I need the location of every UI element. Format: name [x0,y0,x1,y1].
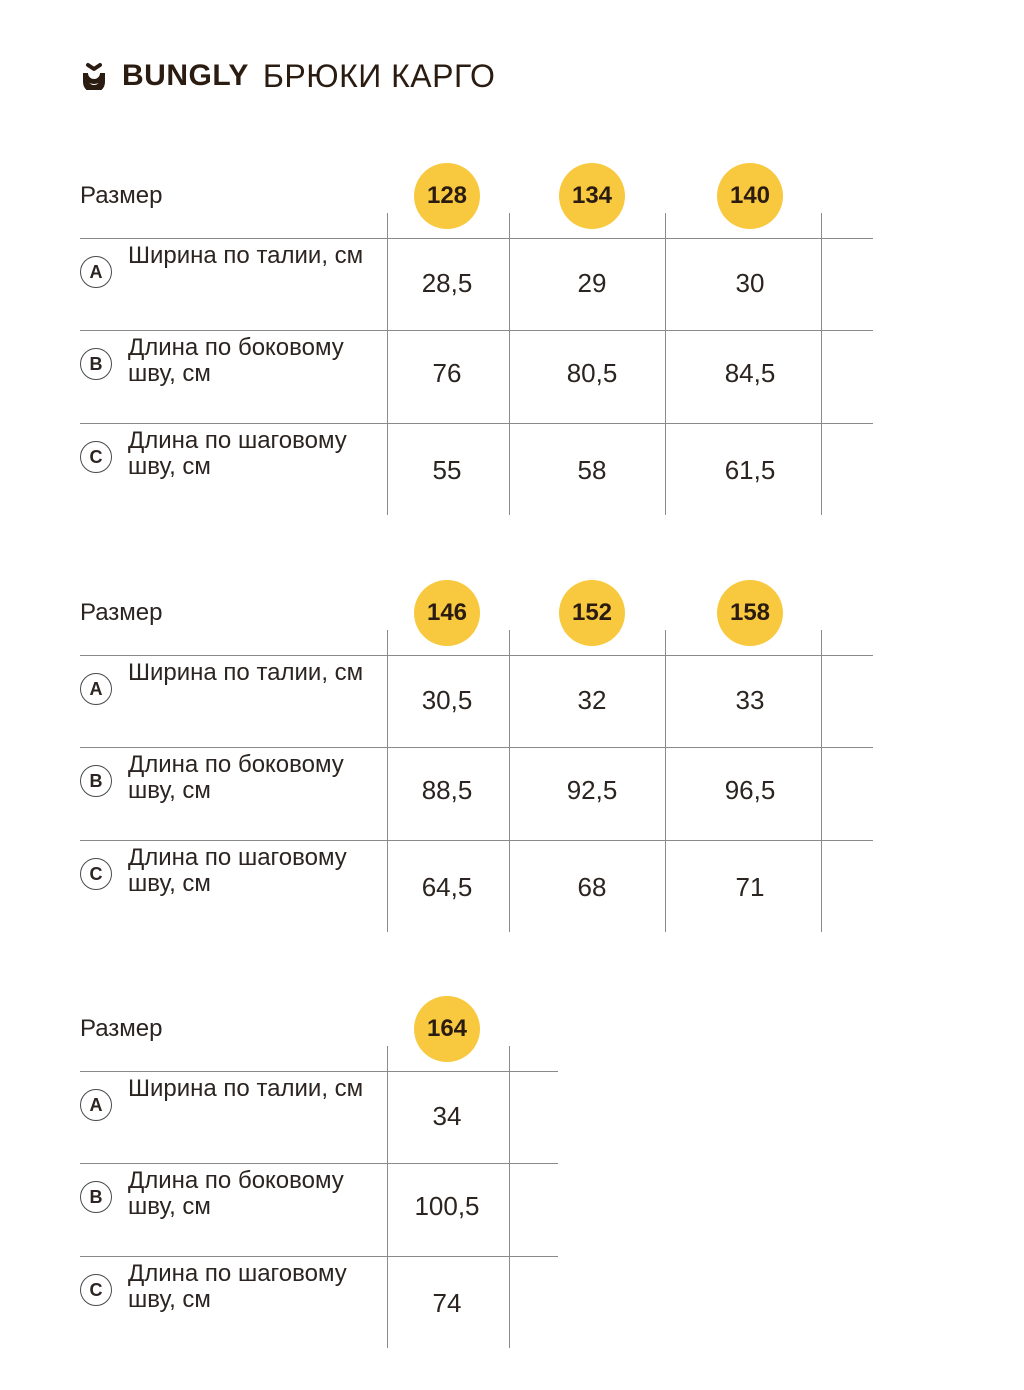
measure-value: 74 [432,1288,462,1318]
measure-label: Длина по шаговому шву, см [128,844,347,897]
table-row [0,1256,1024,1348]
measure-value: 88,5 [421,775,473,805]
measure-letter-badge: B [80,765,112,797]
measure-value: 30 [735,268,765,298]
table-row [0,747,1024,839]
measure-value: 84,5 [724,358,776,388]
measure-value: 100,5 [414,1191,480,1221]
table-row [0,423,1024,515]
measure-value: 32 [577,685,607,715]
measure-letter-badge: B [80,1181,112,1213]
page-header [80,56,495,96]
measure-letter-badge: C [80,1274,112,1306]
table-row [0,1163,1024,1255]
measure-label: Длина по шаговому шву, см [128,1260,347,1313]
size-label: Размер [80,599,163,626]
size-table [0,584,1024,954]
size-badge: 164 [414,996,480,1062]
table-row [0,1071,1024,1163]
size-badge: 140 [717,163,783,229]
measure-value: 92,5 [566,775,618,805]
measure-value: 58 [577,455,607,485]
measure-value: 61,5 [724,455,776,485]
measure-value: 33 [735,685,765,715]
product-title: БРЮКИ КАРГО [262,57,496,94]
measure-letter-badge: B [80,348,112,380]
measure-value: 68 [577,872,607,902]
size-badge: 134 [559,163,625,229]
measure-value: 80,5 [566,358,618,388]
measure-label: Длина по боковому шву, см [128,334,344,387]
measure-letter-badge: A [80,256,112,288]
measure-label: Длина по боковому шву, см [128,751,344,804]
measure-value: 71 [735,872,765,902]
size-table [0,167,1024,537]
size-badge: 128 [414,163,480,229]
measure-label: Ширина по талии, см [128,1075,364,1102]
size-badge: 152 [559,580,625,646]
measure-value: 64,5 [421,872,473,902]
measure-value: 30,5 [421,685,473,715]
measure-value: 28,5 [421,268,473,298]
measure-value: 29 [577,268,607,298]
bungly-logo-icon [80,62,108,90]
measure-value: 55 [432,455,462,485]
measure-label: Ширина по талии, см [128,659,364,686]
table-row [0,655,1024,747]
table-row [0,330,1024,422]
table-row [0,238,1024,330]
size-badge: 158 [717,580,783,646]
brand-name: BUNGLY [122,59,249,92]
table-row [0,840,1024,932]
measure-value: 76 [432,358,462,388]
size-badge: 146 [414,580,480,646]
size-label: Размер [80,1015,163,1042]
measure-letter-badge: C [80,858,112,890]
size-table [0,1000,1024,1370]
measure-label: Длина по шаговому шву, см [128,427,347,480]
measure-letter-badge: A [80,673,112,705]
measure-label: Длина по боковому шву, см [128,1167,344,1220]
measure-value: 96,5 [724,775,776,805]
measure-label: Ширина по талии, см [128,242,364,269]
measure-letter-badge: A [80,1089,112,1121]
measure-letter-badge: C [80,441,112,473]
size-label: Размер [80,182,163,209]
measure-value: 34 [432,1101,462,1131]
